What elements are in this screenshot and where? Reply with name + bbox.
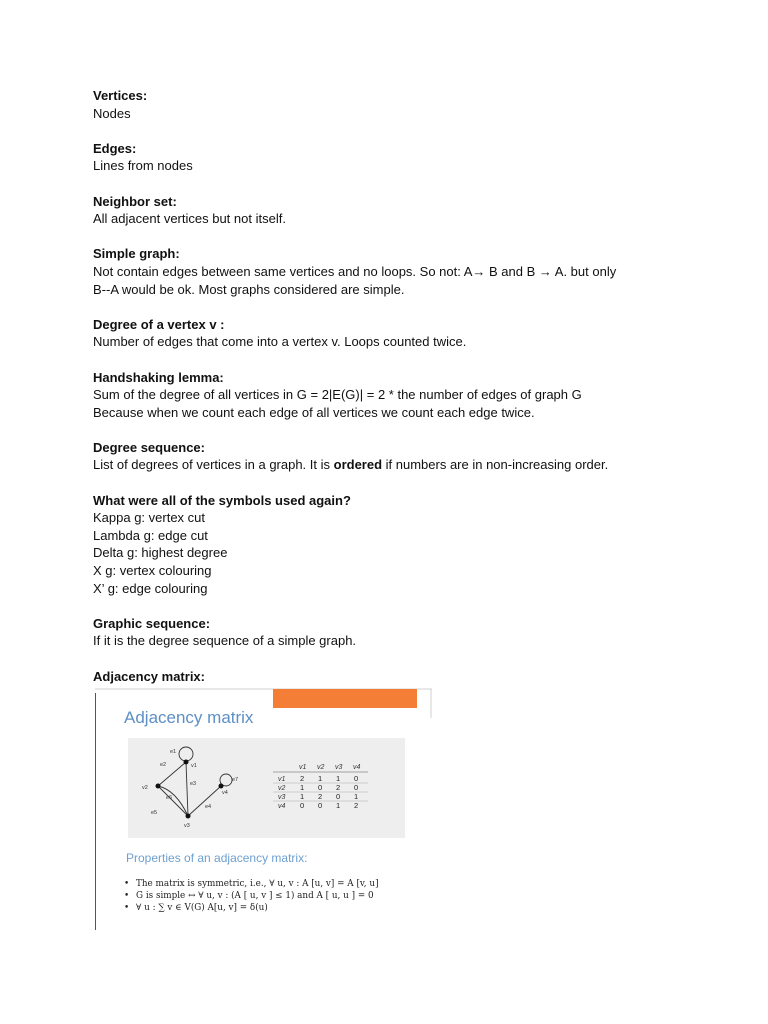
term-title: Graphic sequence: [93, 615, 211, 631]
definition-emphasis: ordered [333, 457, 383, 473]
term-title: Adjacency matrix: [93, 668, 205, 684]
matrix-cell: 0 [336, 792, 341, 801]
matrix-cell: 1 [354, 792, 359, 801]
edge-label: e7 [232, 777, 239, 783]
bullet: • [124, 891, 130, 901]
matrix-row-header: v3 [278, 794, 286, 801]
edge-e5 [158, 786, 188, 816]
matrix-row-header: v4 [278, 803, 286, 810]
edge-label: e5 [151, 810, 158, 816]
edge-label: e4 [205, 804, 212, 810]
property-item [124, 878, 379, 890]
matrix-col-header: v4 [353, 764, 361, 771]
definition-line: Because when we count each edge of all vertices we count each edge twice. [93, 404, 535, 420]
term-title: Degree of a vertex v : [93, 316, 225, 332]
matrix-cell: 0 [318, 801, 323, 810]
notes-content [93, 87, 713, 685]
vertex-label: v3 [184, 823, 190, 829]
property-text: ∀ u : ∑ v ∈ V(G) A[u, v] = δ(u) [136, 903, 268, 913]
term-title: Vertices: [93, 88, 148, 103]
definition-text: List of degrees of vertices in a graph. It is [93, 457, 334, 473]
matrix-cell: 2 [300, 774, 305, 783]
section-graphic-sequence [93, 615, 713, 650]
section-adjacency-matrix [93, 668, 713, 686]
edge-label: e1 [170, 749, 177, 755]
slide-accent-bar [273, 689, 417, 708]
matrix-cell: 1 [336, 801, 341, 810]
term-title: Degree sequence: [93, 439, 205, 455]
graph-matrix-panel [128, 738, 405, 838]
slide-subtitle: Properties of an adjacency matrix: [126, 851, 308, 865]
edge-label: e6 [166, 795, 173, 801]
definition-line: Lines from nodes [93, 158, 193, 174]
adjacency-matrix-slide [95, 688, 432, 930]
matrix-cell: 0 [300, 801, 305, 810]
matrix-cell: 0 [354, 783, 359, 792]
adjacency-matrix-table [273, 764, 368, 810]
vertex-label: v2 [142, 785, 148, 791]
section-symbols [93, 492, 713, 598]
definition-line [93, 456, 713, 474]
section-vertices [93, 87, 713, 122]
matrix-cell: 1 [300, 783, 305, 792]
definition-line: Lambda g: edge cut [93, 527, 208, 543]
matrix-col-header: v3 [335, 764, 343, 771]
vertex-label: v4 [222, 790, 228, 796]
section-handshaking-lemma [93, 369, 713, 422]
section-degree-of-vertex [93, 316, 713, 351]
bullet: • [124, 903, 130, 913]
definition-line: Not contain edges between same vertices and no loops. So not: A→ B and B → A. but only [93, 263, 617, 279]
definition-line: If it is the degree sequence of a simple graph. [93, 633, 357, 649]
definition-line: Kappa g: vertex cut [93, 510, 206, 526]
properties-list [124, 878, 379, 914]
vertex-v3 [186, 814, 191, 819]
term-title: Neighbor set: [93, 193, 177, 209]
vertex-v4 [219, 784, 224, 789]
definition-line: Delta g: highest degree [93, 545, 228, 561]
property-text: The matrix is symmetric, i.e., ∀ u, v : A [u, v] = A [v, u] [136, 879, 379, 889]
matrix-cell: 0 [354, 774, 359, 783]
section-edges [93, 140, 713, 175]
definition-line: X g: vertex colouring [93, 563, 212, 579]
matrix-cell: 1 [318, 774, 323, 783]
definition-line: Nodes [93, 105, 131, 121]
matrix-cell: 2 [318, 792, 323, 801]
loop-e1 [179, 747, 193, 761]
matrix-col-header: v2 [317, 764, 325, 771]
term-title: Handshaking lemma: [93, 369, 224, 385]
section-simple-graph [93, 245, 713, 298]
slide-title: Adjacency matrix [124, 708, 254, 727]
edge-e3 [186, 762, 188, 816]
matrix-cell: 2 [336, 783, 341, 792]
matrix-row-header: v2 [278, 785, 286, 792]
matrix-cell: 1 [300, 792, 305, 801]
property-text: G is simple ↔ ∀ u, v : (A [ u, v ] ≤ 1) and A [ u, u ] = 0 [136, 891, 374, 901]
edge-label: e3 [190, 781, 197, 787]
matrix-cell: 1 [336, 774, 341, 783]
vertex-v2 [156, 784, 161, 789]
matrix-cell: 2 [354, 801, 359, 810]
edge-e4 [188, 786, 221, 816]
property-item [124, 890, 379, 902]
property-item [124, 902, 379, 914]
bullet: • [124, 879, 130, 889]
definition-line: All adjacent vertices but not itself. [93, 211, 286, 227]
definition-text: if numbers are in non-increasing order. [382, 457, 609, 473]
definition-line: B--A would be ok. Most graphs considered are simple. [93, 281, 405, 297]
graph-diagram [128, 738, 405, 838]
section-neighbor-set [93, 193, 713, 228]
section-degree-sequence [93, 439, 713, 474]
definition-line: Number of edges that come into a vertex v. Loops counted twice. [93, 334, 467, 350]
vertex-label: v1 [191, 763, 197, 769]
term-title: Edges: [93, 140, 137, 156]
matrix-row-header: v1 [278, 776, 286, 783]
vertex-v1 [184, 760, 189, 765]
term-title: What were all of the symbols used again? [93, 492, 351, 508]
matrix-col-header: v1 [299, 764, 307, 771]
edge-label: e2 [160, 762, 167, 768]
definition-line: Sum of the degree of all vertices in G = 2|E(G)| = 2 * the number of edges of graph G [93, 387, 582, 403]
definition-line: X’ g: edge colouring [93, 580, 208, 596]
matrix-cell: 0 [318, 783, 323, 792]
term-title: Simple graph: [93, 246, 180, 262]
